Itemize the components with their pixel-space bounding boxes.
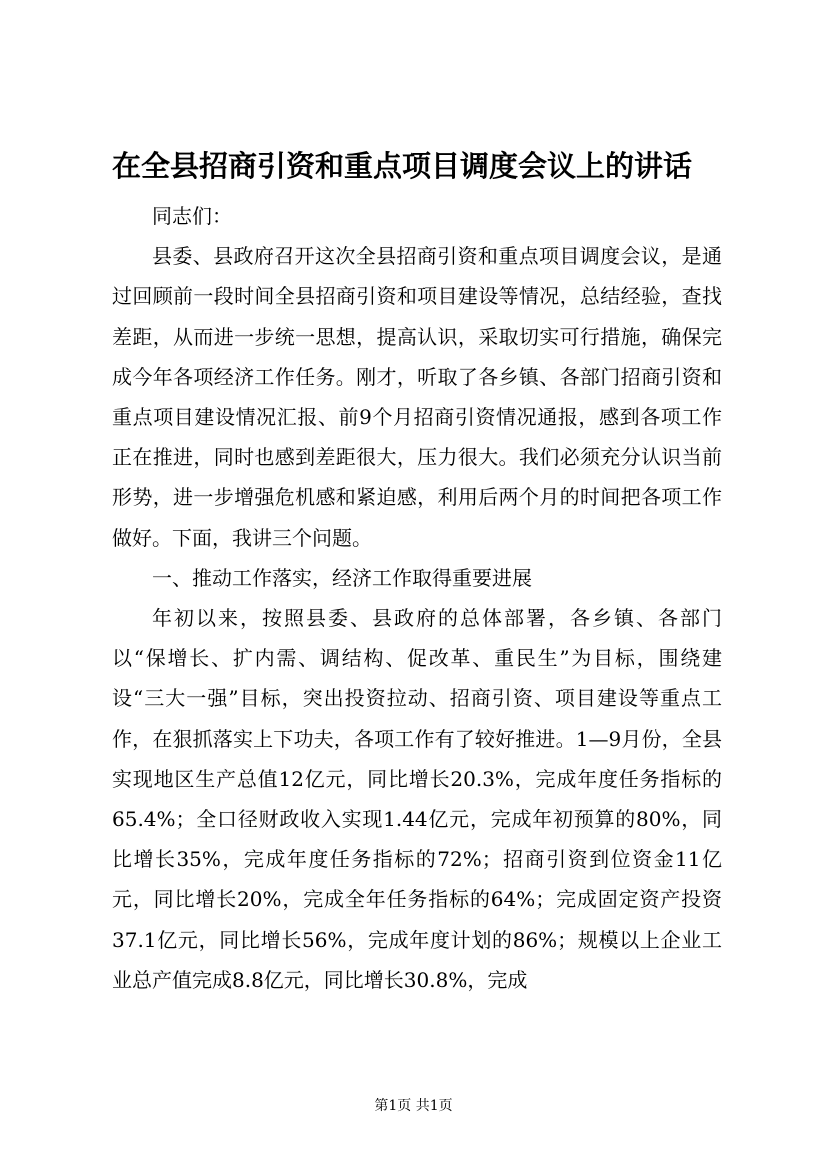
document-title: 在全县招商引资和重点项目调度会议上的讲话 (112, 149, 693, 183)
section-heading: 一、推动工作落实，经济工作取得重要进展 (152, 565, 532, 590)
paragraph-intro: 县委、县政府召开这次全县招商引资和重点项目调度会议，是通过回顾前一段时间全县招商引资和项目建设等情况，总结经验，查找差距，从而进一步统一思想，提高认识，采取切实可行措施，确保完成今年各项经济工作任务。刚才，听取了各乡镇、各部门招商引资和重点项目建设情况汇报、前9个月招商引资情况通报，感到各项工作正在推进，同时也感到差距很大，压力很大。我们必须充分认识当前形势，进一步增强危机感和紧迫感，利用后两个月的时间把各项工作做好。下面，我讲三个问题。 (112, 244, 722, 550)
paragraph-section-one: 年初以来，按照县委、县政府的总体部署，各乡镇、各部门以“保增长、扩内需、调结构、促改革、重民生”为目标，围绕建设“三大一强”目标，突出投资拉动、招商引资、项目建设等重点工作，在狠抓落实上下功夫，各项工作有了较好推进。1—9月份，全县实现地区生产总值12亿元，同比增长20.3%，完成年度任务指标的65.4%；全口径财政收入实现1.44亿元，完成年初预算的80%，同比增长35%，完成年度任务指标的72%；招商引资到位资金11亿元，同比增长20%，完成全年任务指标的64%；完成固定资产投资37.1亿元，同比增长56%，完成年度计划的86%；规模以上企业工业总产值完成8.8亿元，同比增长30.8%，完成 (112, 606, 722, 992)
page-footer: 第1页 共1页 (374, 1098, 453, 1114)
salutation: 同志们： (152, 204, 232, 228)
document-body (112, 196, 722, 1000)
